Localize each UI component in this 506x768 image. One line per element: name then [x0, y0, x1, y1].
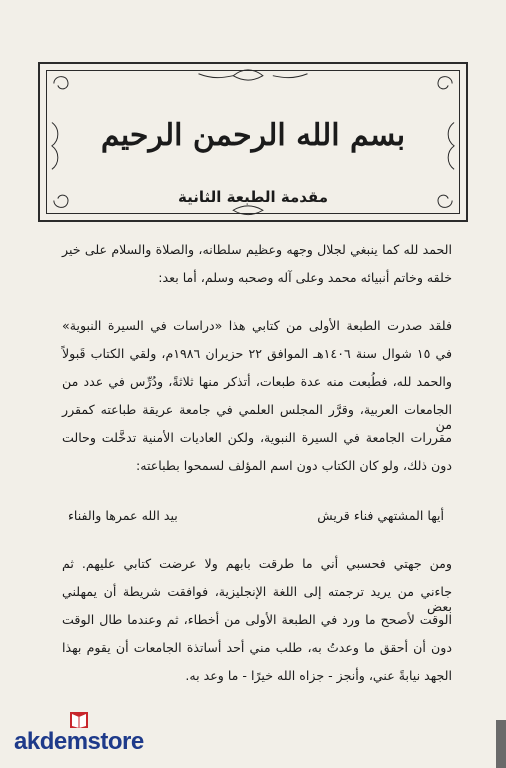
- poem-second-hemistich: بيد الله عمرها والفناء: [68, 508, 178, 523]
- paragraph-2-line-2: في ١٥ شوال سنة ١٤٠٦هـ الموافق ٢٢ حزيران ١٩٨٦م، ولقي الكتاب قَبولاً: [62, 346, 453, 361]
- book-logo-icon: [68, 708, 90, 730]
- paragraph-3-line-5: الجهد نيابةً عني، وأنجز - جزاه الله خيرًا - ما وعد به.: [185, 668, 452, 683]
- paragraph-2-line-1: فلقد صدرت الطبعة الأولى من كتابي هذا «دراسات في السيرة النبوية»: [62, 318, 452, 333]
- poem-first-hemistich: أيها المشتهي فناء قريش: [317, 508, 444, 523]
- paragraph-3-line-3: الوقت لأصحح ما ورد في الطبعة الأولى من أخطاء، ثم وعندما طال الوقت: [62, 612, 452, 627]
- section-heading: مقدمة الطبعة الثانية: [177, 188, 329, 206]
- basmala-calligraphy: بسم الله الرحمن الرحيم: [100, 118, 406, 153]
- paragraph-2-line-5: مقررات الجامعة في السيرة النبوية، ولكن العاديات الأمنية تدخَّلت وحالت: [62, 430, 452, 445]
- paragraph-3-line-4: دون أن أحقق ما وعدتُ به، طلب مني أحد أساتذة الجامعات أن يقوم بهذا: [62, 640, 452, 655]
- store-watermark-logo: [14, 708, 214, 763]
- paragraph-1-line-2: خلقه وخاتم أنبيائه محمد وعلى آله وصحبه وسلم، أما بعد:: [158, 270, 452, 285]
- paragraph-1-line-1: الحمد لله كما ينبغي لجلال وجهه وعظيم سلطانه، والصلاة والسلام على خير: [62, 242, 452, 257]
- paragraph-3-line-2: جاءني من يريد ترجمته إلى اللغة الإنجليزية، فوافقت شريطة أن يمهلني بعض: [62, 584, 452, 614]
- paragraph-2-line-6: دون ذلك، ولو كان الكتاب دون اسم المؤلف لسمحوا بطباعته:: [135, 458, 452, 473]
- page-edge-shadow: [496, 720, 506, 768]
- paragraph-2-line-3: والحمد لله، فطُبعت منه عدة طبعات، أتذكر منها ثلاثةً، ودُرِّس في عدد من: [62, 374, 452, 389]
- paragraph-2-line-4: الجامعات العربية، وقرَّر المجلس العلمي في جامعة عريقة طباعته كمقرر من: [62, 402, 452, 432]
- paragraph-3-line-1: ومن جهتي فحسبي أني ما طرقت بابهم ولا عرضت كتابي عليهم. ثم: [62, 556, 452, 571]
- watermark-text: akdemstore: [14, 728, 144, 755]
